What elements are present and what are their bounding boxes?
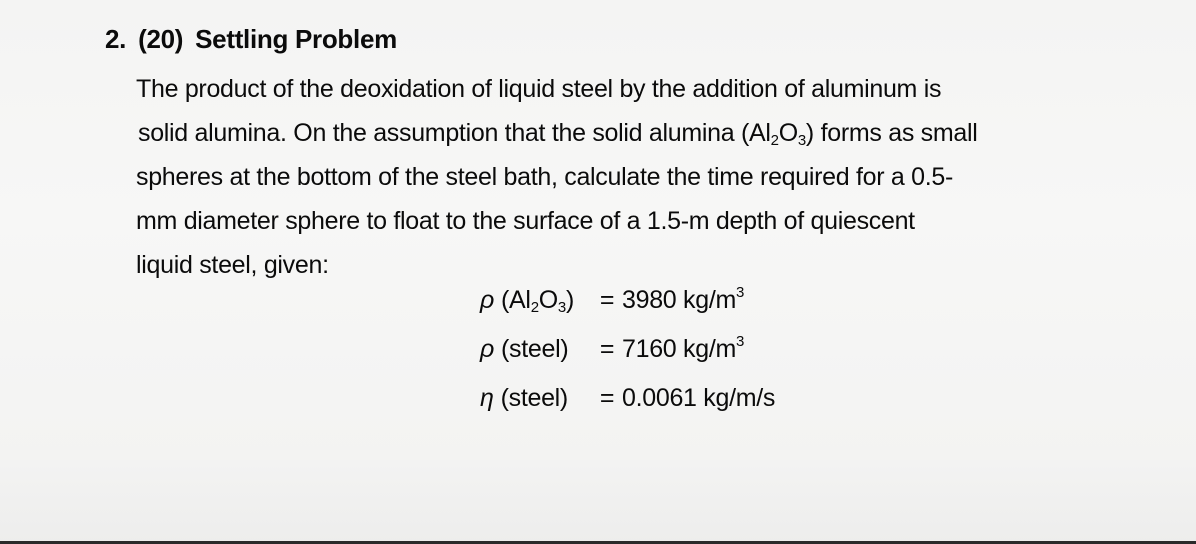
statement-line-2-text-a: solid alumina. On the assumption that the solid alumina (Al (138, 119, 771, 147)
subscript-3: 3 (557, 299, 566, 316)
property-value (622, 286, 744, 315)
problem-statement (136, 67, 1116, 287)
statement-line-2 (138, 111, 1116, 155)
subscript-2: 2 (530, 299, 539, 316)
eta-symbol: η (480, 384, 494, 412)
superscript-3: 3 (736, 284, 745, 301)
property-subject-a: (Al (501, 286, 531, 314)
property-subject: (steel) (500, 384, 568, 412)
property-viscosity-steel (480, 384, 775, 433)
problem-points: (20) (138, 24, 184, 54)
property-label (480, 384, 592, 413)
rho-symbol: ρ (480, 335, 495, 363)
problem-heading (105, 24, 397, 55)
property-value-text: 0.0061 kg/m/s (622, 384, 776, 412)
statement-line-5: liquid steel, given: (136, 251, 329, 279)
equals-sign: = (599, 286, 615, 314)
rho-symbol: ρ (480, 286, 495, 314)
subscript-2: 2 (770, 132, 779, 149)
superscript-3: 3 (736, 333, 745, 350)
statement-line-3: spheres at the bottom of the steel bath, calculate the time required for a 0.5- (136, 163, 954, 191)
statement-line-4: mm diameter sphere to float to the surface of a 1.5-m depth of quiescent (136, 207, 915, 235)
property-label (480, 286, 592, 315)
statement-line-2-text-c: ) forms as small (805, 119, 978, 147)
property-density-alumina (480, 286, 775, 335)
equals-sign: = (599, 335, 615, 363)
property-value-text: 7160 kg/m (622, 335, 737, 363)
property-value (622, 335, 744, 364)
property-density-steel (480, 335, 775, 384)
statement-line-2-text-b: O (778, 119, 798, 147)
equals-sign: = (599, 384, 615, 412)
property-subject: (steel) (501, 335, 569, 363)
problem-title: Settling Problem (195, 24, 397, 54)
given-properties (480, 286, 775, 433)
property-subject-b: O (538, 286, 558, 314)
property-subject-c: ) (565, 286, 574, 314)
problem-number: 2. (105, 24, 127, 54)
property-value (622, 384, 775, 413)
statement-line-1: The product of the deoxidation of liquid steel by the addition of aluminum is (136, 75, 942, 103)
property-value-text: 3980 kg/m (622, 286, 737, 314)
subscript-3: 3 (797, 132, 806, 149)
property-label (480, 335, 592, 364)
